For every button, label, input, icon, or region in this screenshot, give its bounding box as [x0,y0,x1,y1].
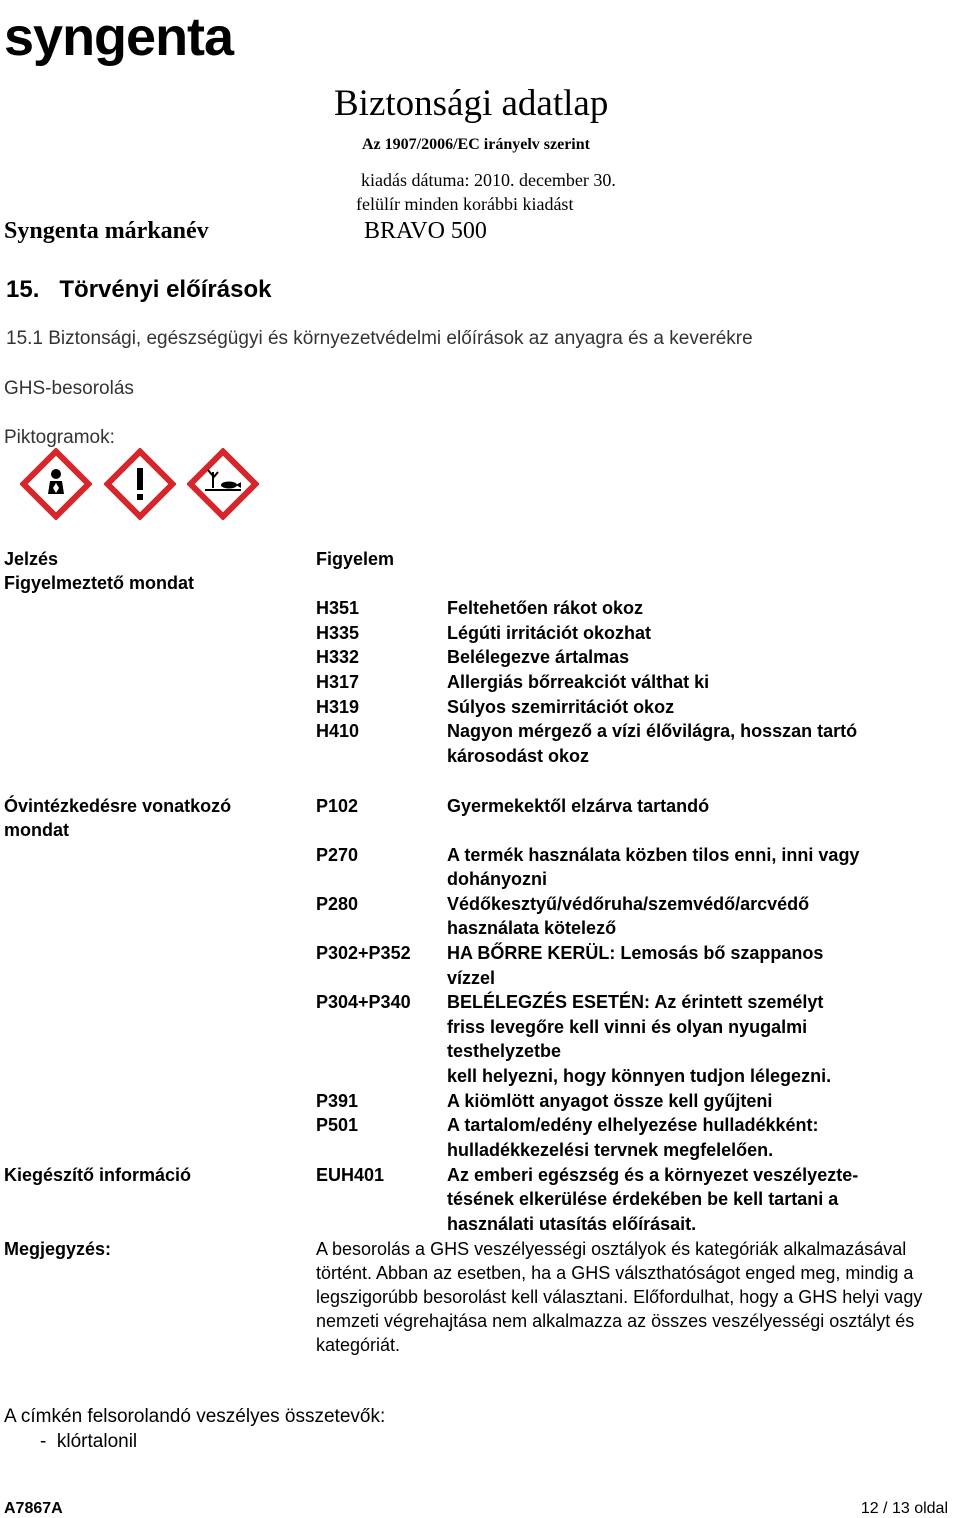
precaution-text: hulladékkezelési tervnek megfelelően. [447,1140,774,1160]
precaution-text: Gyermekektől elzárva tartandó [447,796,710,816]
precaution-label-cont: mondat [4,820,69,840]
precaution-text: kell helyezni, hogy könnyen tudjon lélegezni. [447,1066,832,1086]
syngenta-logo: syngenta [4,7,234,67]
brand-name: BRAVO 500 [364,218,487,244]
precaution-code: P302+P352 [316,943,411,963]
supplementary-text: használati utasítás előírásait. [447,1214,697,1234]
hazard-code: H332 [316,647,360,667]
hazard-text: Légúti irritációt okozhat [447,623,652,643]
precaution-text: A kiömlött anyagot össze kell gyűjteni [447,1091,773,1111]
precaution-text: használata kötelező [447,918,617,938]
note-text: A besorolás a GHS veszélyességi osztályok és kategóriák alkalmazásával történt. Abban az esetben, ha a GHS válszthatóságot enged meg, mindig a legszigorúbb besorolást kell választani. Előfordulhat, hogy a GHS helyi vagy nemzeti végrehajtása nem alkalmazza az összes veszélyességi osztályt és kategóriát. [316,1239,923,1355]
pictograms-label: Piktogramok: [4,427,115,448]
precaution-text: A tartalom/edény elhelyezése hulladékként: [447,1115,819,1135]
hazard-text: Súlyos szemirritációt okoz [447,697,675,717]
precaution-text: friss levegőre kell vinni és olyan nyugalmi [447,1017,808,1037]
precaution-text: dohányozni [447,869,547,889]
environment-icon [187,448,259,525]
hazard-code: H410 [316,721,360,741]
hazard-code: H319 [316,697,360,717]
document-title: Biztonsági adatlap [334,83,609,124]
precaution-text: testhelyzetbe [447,1041,562,1061]
brand-label: Syngenta márkanév [4,218,209,244]
signal-word: Figyelem [316,549,395,569]
hazard-text: Belélegezve ártalmas [447,647,630,667]
precaution-code: P102 [316,796,359,816]
supplementary-text: tésének elkerülése érdekében be kell tartani a [447,1189,839,1209]
hazard-text: Feltehetően rákot okoz [447,598,644,618]
precaution-text: vízzel [447,968,496,988]
precaution-code: P501 [316,1115,359,1135]
supplementary-label: Kiegészítő információ [4,1165,192,1185]
signal-word-label: Jelzés [4,549,59,569]
ghs-label: GHS-besorolás [4,378,134,399]
precaution-text: Védőkesztyű/védőruha/szemvédő/arcvédő [447,894,810,914]
precaution-code: P280 [316,894,359,914]
hazard-text: Allergiás bőrreakciót válthat ki [447,672,710,692]
components-title: A címkén felsorolandó veszélyes összetevők: [4,1406,386,1427]
hazard-code: H351 [316,598,360,618]
hazard-text-cont: károsodást okoz [447,746,590,766]
precaution-label: Óvintézkedésre vonatkozó [4,796,232,816]
precaution-code: P270 [316,845,359,865]
hazard-statement-label: Figyelmeztető mondat [4,573,195,593]
exclamation-icon [104,448,176,525]
supplementary-code: EUH401 [316,1165,385,1185]
precaution-text: HA BŐRRE KERÜL: Lemosás bő szappanos [447,943,824,963]
health-hazard-icon [20,448,92,525]
component-item: - klórtalonil [40,1431,138,1452]
section-title: 15. Törvényi előírások [6,276,272,303]
supersedes-note: felülír minden korábbi kiadást [356,194,574,214]
page-number: 12 / 13 oldal [860,1500,948,1517]
section-subtitle: 15.1 Biztonsági, egészségügyi és környezetvédelmi előírások az anyagra és a keverékre [6,328,753,349]
supplementary-text: Az emberi egészség és a környezet veszélyezte- [447,1165,859,1185]
hazard-code: H335 [316,623,360,643]
precaution-code: P304+P340 [316,992,411,1012]
document-subtitle: Az 1907/2006/EC irányelv szerint [362,136,590,153]
precaution-text: A termék használata közben tilos enni, inni vagy [447,845,860,865]
note-label: Megjegyzés: [4,1239,112,1259]
precaution-code: P391 [316,1091,359,1111]
precaution-text: BELÉLEGZÉS ESETÉN: Az érintett személyt [447,992,824,1012]
document-code: A7867A [4,1500,63,1517]
hazard-text: Nagyon mérgező a vízi élővilágra, hosszan tartó [447,721,858,741]
hazard-code: H317 [316,672,360,692]
issue-date: kiadás dátuma: 2010. december 30. [361,170,616,190]
